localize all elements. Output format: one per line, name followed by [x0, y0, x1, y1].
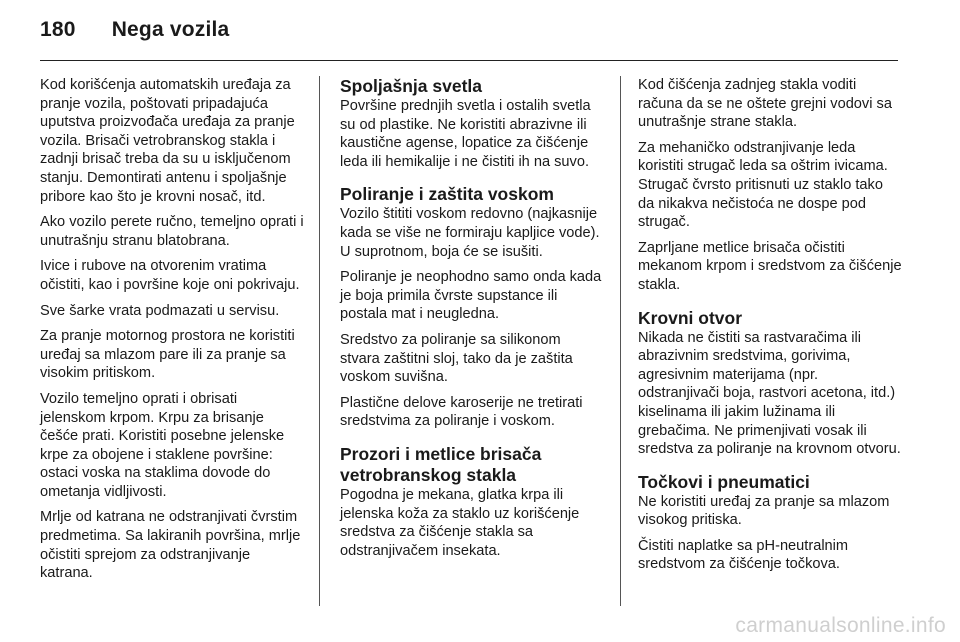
- paragraph: Ivice i rubove na otvorenim vratima očistiti, kao i površine koje oni pokrivaju.: [40, 258, 300, 293]
- section-heading: Krovni otvor: [638, 307, 743, 328]
- paragraph: Nikada ne čistiti sa rastvaračima ili abrazivnim sredstvima, gorivima, agresivnim materijama (npr. odstranjivači boja, rastvori acetona, itd.) kiselinama ili jakim lužinama ili grebačima. Ne primenjivati vosak ili sredstva za poliranje na krovnom otvoru.: [638, 329, 901, 458]
- page-header: [40, 18, 229, 42]
- paragraph: Poliranje je neophodno samo onda kada je boja primila čvrste supstance ili postala mat i neugledna.: [340, 269, 602, 323]
- section-heading: Prozori i metlice brisača vetrobranskog stakla: [340, 443, 542, 485]
- paragraph: Kod korišćenja automatskih uređaja za pranje vozila, poštovati pripadajuća uputstva proizvođača uređaja za pranje vozila. Brisači vetrobranskog stakla i zadnji brisač treba da su u isključenom stanju. Demontirati antenu i spoljašnje pribore kao što je krovni nosač, itd.: [40, 77, 295, 205]
- page-number: 180: [40, 18, 76, 41]
- header-divider: [40, 60, 898, 61]
- section-heading: Poliranje i zaštita voskom: [340, 184, 554, 205]
- paragraph: Za mehaničko odstranjivanje leda koristiti strugač leda sa oštrim ivicama. Strugač čvrsto pritisnuti uz staklo tako da nikakva nečistoća ne dospe pod strugač.: [638, 139, 888, 231]
- paragraph: Za pranje motornog prostora ne koristiti uređaj sa mlazom pare ili za pranje sa visokim pritiskom.: [40, 328, 295, 382]
- paragraph: Vozilo štititi voskom redovno (najkasnije kada se više ne formiraju kapljice vode). U suprotnom, boja će se isušiti.: [340, 206, 600, 260]
- column-divider: [620, 76, 621, 606]
- paragraph: Kod čišćenja zadnjeg stakla voditi računa da se ne oštete grejni vodovi sa unutrašnje strane stakla.: [638, 77, 892, 131]
- paragraph: Vozilo temeljno oprati i obrisati jelenskom krpom. Krpu za brisanje češće prati. Koristiti posebne jelenske krpe za obojene i staklene površine: ostaci voska na staklima dovode do ometanja vidljivosti.: [40, 390, 285, 500]
- paragraph: Mrlje od katrana ne odstranjivati čvrstim predmetima. Sa lakiranih površina, mrlje očistiti sprejom za odstranjivanje katrana.: [40, 509, 301, 582]
- paragraph: Zaprljane metlice brisača očistiti mekanom krpom i sredstvom za čišćenje stakla.: [638, 239, 902, 293]
- paragraph: Sve šarke vrata podmazati u servisu.: [40, 302, 280, 319]
- section-heading: Točkovi i pneumatici: [638, 471, 810, 492]
- column-2: [340, 76, 604, 567]
- paragraph: Plastične delove karoserije ne tretirati sredstvima za poliranje i voskom.: [340, 394, 583, 430]
- paragraph: Ako vozilo perete ručno, temeljno oprati i unutrašnju stranu blatobrana.: [40, 214, 304, 249]
- paragraph: Ne koristiti uređaj za pranje sa mlazom visokog pritiska.: [638, 493, 890, 529]
- column-divider: [319, 76, 320, 606]
- watermark: carmanualsonline.info: [735, 614, 946, 637]
- column-1: [40, 76, 304, 590]
- paragraph: Pogodna je mekana, glatka krpa ili jelenska koža za staklo uz korišćenje sredstva za čišćenje stakla sa odstranjivačem insekata.: [340, 486, 580, 559]
- column-3: [638, 76, 902, 581]
- page-title: Nega vozila: [111, 18, 230, 41]
- paragraph: Površine prednjih svetla i ostalih svetla su od plastike. Ne koristiti abrazivne ili kaustične agense, lopatice za čišćenje leda ili hemikalije i ne čistiti ih na suvo.: [340, 98, 591, 170]
- paragraph: Čistiti naplatke sa pH-neutralnim sredstvom za čišćenje točkova.: [638, 537, 849, 573]
- section-heading: Spoljašnja svetla: [340, 76, 483, 96]
- paragraph: Sredstvo za poliranje sa silikonom stvara zaštitni sloj, tako da je zaštita voskom suvišna.: [340, 331, 573, 386]
